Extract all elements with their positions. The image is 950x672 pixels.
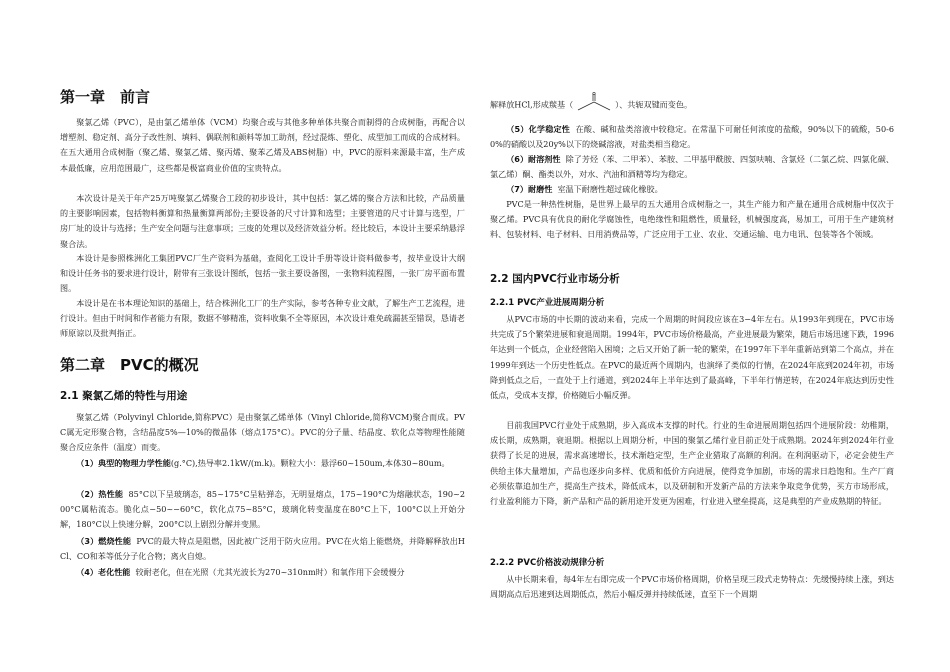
property-item-5: [490, 122, 894, 152]
subsection-2-2-2-paragraph: 从中长期来看，每4年左右即完成一个PVC市场价格周期，价格呈现三段式走势特点：先缓慢持续上涨，到达周期高点后迅速到达周期低点，然后小幅反弹并持续低迷，直至下一个周期: [490, 574, 894, 600]
continuation-before: 解释放HCl,形成羰基（: [490, 99, 574, 110]
section-2-2-title: 2.2 国内PVC行业市场分析: [490, 273, 620, 285]
property-item-4-head: （4）老化性能: [76, 567, 131, 577]
property-item-4-text: 较耐老化，但在光照（尤其光波长为270~310nm时）和氧作用下会缓慢分: [135, 567, 405, 577]
carbonyl-structure-icon: [576, 92, 612, 119]
property-item-2: [60, 487, 465, 533]
chapter1-paragraph-3: 本设计是参照株洲化工集团PVC厂生产资料为基础，查阅化工设计手册等设计资料做参考，按毕业设计大纲和设计任务书的要求进行设计，附带有三张设计图纸，包括一张主要设备图，一张物料流程图，一张厂房平面布置图。: [60, 253, 465, 294]
chapter1-title: 第一章 前言: [60, 88, 151, 106]
property-item-1-text: (g.°C),热导率2.1kW/(m.k)。颗粒大小：悬浮60~150um,本体30~80um。: [170, 458, 450, 468]
chapter2-title: 第二章 PVC的概况: [60, 356, 199, 374]
property-item-1-head: （1）典型的物理力学性能: [76, 458, 171, 468]
property-item-7-head: （7）耐磨性: [506, 184, 553, 194]
subsection-2-2-1-paragraph-2: 目前我国PVC行业处于成熟期，步入高成本支撑的时代。行业的生命进展周期包括四个进展阶段：幼稚期，成长期，成熟期，衰退期。根据以上周期分析，中国的聚氯乙烯行业目前正处于成熟期。2024年到2024年行业获得了长足的进展，需求高速增长，技术渐趋定型，生产企业猎取了高额的利润。在利润驱动下，必定会使生产供给主体大量增加，产品也逐步向多样、优质和低价方向进展，使得竞争加剧，市场的需求日趋饱和。生产厂商必须依靠追加生产，提高生产技术，降低成本，以及研制和开发新产品的方法来争取竞争优势，买方市场形成，行业盈利能力下降，新产品和产品的新用途开发更为困难，行业进入壁垒提高，这是典型的产业成熟期的特征。: [490, 420, 894, 507]
continuation-after: ）、共轭双键而变色。: [615, 99, 693, 110]
subsection-2-2-2-title: 2.2.2 PVC价格波动规律分析: [490, 558, 605, 568]
continuation-line: [490, 92, 894, 119]
property-item-6: [490, 152, 894, 182]
section-2-1-title: 2.1 聚氯乙烯的特性与用途: [60, 390, 188, 402]
pvc-summary-paragraph: PVC是一种热性树脂，是世界上最早的五大通用合成树脂之一，其生产能力和产量在通用合成树脂中仅次于聚乙烯。PVC具有优良的耐化学腐蚀性，电绝缘性和阻燃性，质量轻，机械强度高，易加工，可用于生产建筑材料、包装材料、电子材料、日用消费品等，广泛应用于工业、农业、交通运输、电力电讯、包装等各个领域。: [490, 199, 894, 240]
property-item-7-text: 室温下耐磨性超过硫化橡胶。: [557, 184, 663, 194]
property-item-3-text: PVC的最大特点是阻燃，因此被广泛用于防火应用。PVC在火焰上能燃烧，并降解释放出HCl、CO和苯等低分子化合物；离火自熄。: [60, 536, 465, 562]
property-item-2-head: （2）热性能: [76, 489, 124, 499]
chapter1-paragraph-4: 本设计是在书本理论知识的基础上，结合株洲化工厂的生产实际，参考各种专业文献，了解生产工艺流程，进行设计。但由于时间和作者能力有限，数据不够精准，资料收集不全等原因，本次设计难免疏漏甚至错误，恳请老师原谅以及批判指正。: [60, 298, 465, 339]
subsection-2-2-1-paragraph-1: 从PVC市场的中长期的波动来看，完成一个周期的时间段应该在3−4年左右。从1993年到现在，PVC市场共完成了5个繁荣进展和衰退周期。1994年，PVC市场价格最高，产业进展最为繁荣，随后市场迅速下跌，1996年达到一个低点，企业经营陷入困境；之后又开始了新一轮的繁荣，在1997年下半年重新站到第二个高点，并在1999年到达一个历史性低点。在PVC的最近两个周期内，也演绎了类似的行情，在2024年底到2024年初，市场降到低点之后，一直处于上行通道，到2024年上半年达到了最高峰，下半年行情逆转，在2024年底达到历史性低点，受成本支撑，价格随后小幅反弹。: [490, 314, 894, 401]
property-item-2-text: 85°C以下呈玻璃态，85~175°C呈粘弹态，无明显熔点，175~190°C为熔融状态，190~200°C属粘流态。脆化点−50~−60°C，软化点75~85°C，玻璃化转变温度在80°C上下，100°C以上开始分解，180°C以上快速分解，200°C以上剧烈分解并变黑。: [60, 489, 465, 530]
chapter1-paragraph-2: 本次设计是关于年产25万吨聚氯乙烯聚合工段的初步设计，其中包括：氯乙烯的聚合方法和比较，产品质量的主要影响因素，包括物料衡算和热量衡算两部份;主要设备的尺寸计算和选型；主要管道的尺寸计算与选型，厂房厂址的设计与选择；生产安全问题与注意事项；三废的处理以及经济效益分析。经比较后，本设计主要采纳悬浮聚合法。: [60, 193, 465, 249]
property-item-5-head: （5）化学稳定性: [506, 124, 571, 134]
property-item-1: [60, 456, 465, 471]
property-item-7: [490, 182, 894, 197]
section-2-1-intro: 聚氯乙烯（Polyvinyl Chloride,简称PVC）是由聚氯乙烯单体（Vinyl Chloride,简称VCM)聚合而成。PVC属无定形聚合物，含结晶度5%—10%的微晶体（熔点175°C）。PVC的分子量、结晶度、软化点等物理性能随聚合反应条件（温度）而变。: [60, 412, 465, 453]
property-item-4: [60, 565, 465, 580]
property-item-6-head: （6）耐溶剂性: [506, 154, 561, 164]
chapter1-paragraph-1: 聚氯乙烯（PVC），是由氯乙烯单体（VCM）均聚合或与其他多种单体共聚合而制得的合成树脂，再配合以增塑剂、稳定剂、高分子改性剂、填料、偶联剂和颜料等加工助剂，经过混炼、塑化、成型加工而成的合成材料。在五大通用合成树脂（聚乙烯、聚氯乙烯、聚丙烯、聚苯乙烯及ABS树脂）中，PVC的原料来源最丰富，生产成本最低廉，应用范围最广，这些都是极富商业价值的宝贵特点。: [60, 117, 465, 173]
property-item-5-text: 在酸、碱和盐类溶液中较稳定。在常温下可耐任何浓度的盐酸，90%以下的硫酸，50-60%的硝酸以及20y%以下的烧碱溶液，对盐类相当稳定。: [490, 124, 894, 150]
property-item-6-text: 除了芳烃（苯、二甲苯）、苯胺、二甲基甲酰胺、四氢呋喃、含氯烃（二氯乙烷、四氯化碳、氯乙烯）酮、酯类以外，对水、汽油和酒精等均为稳定。: [490, 154, 894, 180]
property-item-3-head: （3）燃烧性能: [76, 536, 132, 546]
subsection-2-2-1-title: 2.2.1 PVC产业进展周期分析: [490, 298, 605, 308]
property-item-3: [60, 534, 465, 564]
